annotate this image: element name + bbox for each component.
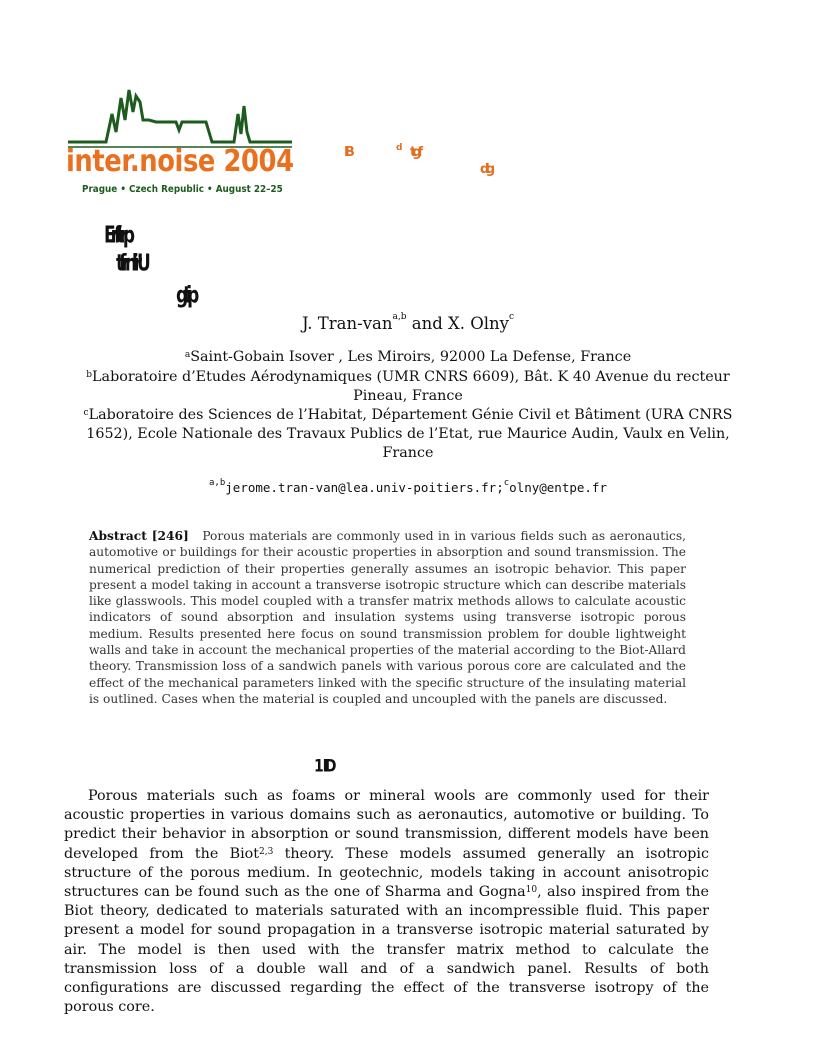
affiliation-b [60,368,756,406]
affiliation-c [60,406,756,463]
title-line-1: Erftrp [104,222,131,249]
email-address-2: olny@entpe.fr [509,480,607,495]
email-marker: a,b [209,478,226,488]
paragraph-text: theory. These models assumed generally an isotropic structure of the porous medium. In geotechnic, models taking in account anisotropic structures can be found such as the one of Sharma and Gogna [64,845,709,901]
author-line [0,314,816,333]
header-glyph-2: d [396,143,399,153]
affiliation-text: Saint-Gobain Isover , Les Miroirs, 92000 La Defense, France [190,349,632,365]
author-1: J. Tran-van [301,314,393,333]
affiliation-a [60,348,756,367]
author-1-affil: a,b [392,312,407,322]
citation-ref: 10 [525,885,538,896]
header-glyph-1: IB [344,145,351,160]
affiliation-text: Laboratoire d’Etudes Aérodynamiques (UMR CNRS 6609), Bât. K 40 Avenue du recteur Pineau, France [92,369,730,404]
abstract-text: Porous materials are commonly used in in various fields such as aeronautics, automotive or buildings for their acoustic properties in absorption and sound transmission. The numerical prediction of their properties generally assumes an isotropic behavior. This paper present a model taking in account a transverse isotropic structure which can describe materials like glasswools. This model coupled with a transfer matrix methods allows to calculate acoustic indicators of sound absorption and insulation systems using transverse isotropic porous medium. Results presented here focus on sound transmission problem for double lightweight walls and take in account the mechanical properties of the material according to the Biot-Allard theory. Transmission loss of a sandwich panels with various porous core are calculated and the effect of the mechanical parameters linked with the specific structure of the insulating material is outlined. Cases when the material is coupled and uncoupled with the panels are discussed. [89,529,687,706]
author-2: X. Olny [448,314,510,333]
logo-wordmark: inter.noise 2004 [66,144,294,179]
paragraph-text: Porous materials such as foams or mineral wools are commonly used for their acoustic properties in various domains such as aeronautics, automotive or building. To predict their behavior in absorption or sound transmission, different models have been developed from the Biot [64,788,709,862]
affiliation-marker: b [86,370,93,380]
affiliation-marker: a [184,350,191,360]
header-glyph-4: dlg [480,162,492,177]
title-line-3: gtip [176,282,195,309]
conference-logo [66,84,296,199]
email-address-1: jerome.tran-van@lea.univ-poitiers.fr; [225,480,504,495]
abstract [89,528,686,707]
author-emails [0,480,816,495]
section-heading: 1 ID [314,757,334,777]
abstract-label: Abstract [246] [89,529,189,543]
author-conjunction: and [406,314,449,333]
citation-ref: 2,3 [259,846,274,857]
email-marker: c [503,478,510,488]
introduction-paragraph [64,787,709,1017]
paragraph-text: , also inspired from the Biot theory, dedicated to materials saturated with an incompressible fluid. This paper present a model for sound propagation in a transverse isotropic material saturated by air. The model is then used with the transfer matrix method to calculate the transmission loss of a double wall and of a sandwich panel. Results of both configurations are discussed regarding the effect of the transverse isotropy of the porous core. [64,884,709,1016]
affiliation-marker: c [83,408,89,418]
affiliation-text: Laboratoire des Sciences de l’Habitat, Département Génie Civil et Bâtiment (URA CNRS 1652), Ecole Nationale des Travaux Publics de l’Etat, rue Maurice Audin, Vaulx en Velin, France [86,407,733,461]
header-glyph-3: tgf [410,145,420,160]
author-2-affil: c [509,312,515,322]
logo-tagline: Prague • Czech Republic • August 22–25 [82,184,283,195]
title-line-2: tfrnlirU [116,250,146,277]
